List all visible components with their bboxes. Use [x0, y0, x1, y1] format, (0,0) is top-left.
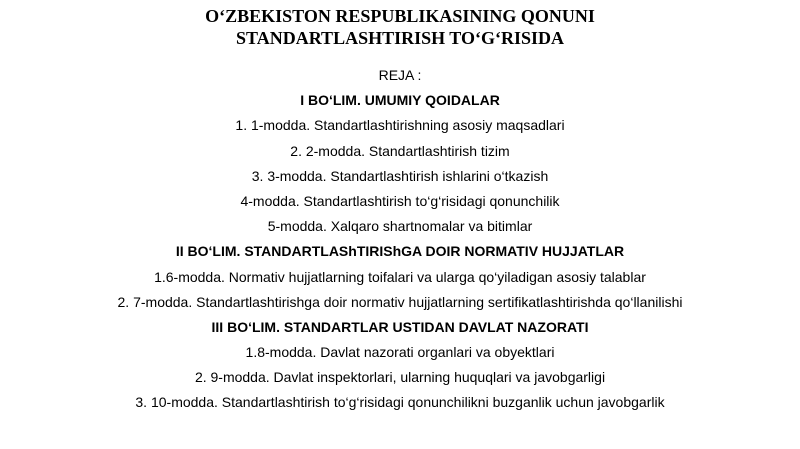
plan-item: 3. 3-modda. Standartlashtirish ishlarini o‘tkazish: [251, 167, 549, 184]
plan-item: 1.8-modda. Davlat nazorati organlari va obyektlari: [245, 344, 555, 361]
plan-item: 4-modda. Standartlashtirish to‘g‘risidagi qonunchilik: [240, 192, 560, 209]
plan-item: 2. 7-modda. Standartlashtirishga doir normativ hujjatlarning sertifikatlashtirishda qo‘llanilishi: [117, 293, 683, 310]
plan-item: 2. 9-modda. Davlat inspektorlari, ularning huquqlari va javobgarligi: [194, 369, 606, 386]
plan-item: 3. 10-modda. Standartlashtirish to‘g‘risidagi qonunchilikni buzganlik uchun javobgarlik: [135, 394, 665, 411]
title-line-2: STANDARTLASHTIRISH TO‘G‘RISIDA: [236, 28, 564, 48]
plan-item: 1. 1-modda. Standartlashtirishning asosiy maqsadlari: [235, 117, 565, 134]
section-heading-1: I BO‘LIM. UMUMIY QOIDALAR: [300, 92, 500, 109]
plan-item: 5-modda. Xalqaro shartnomalar va bitimlar: [267, 218, 533, 235]
plan-item: 2. 2-modda. Standartlashtirish tizim: [290, 142, 510, 159]
plan-item: 1.6-modda. Normativ hujjatlarning toifalari va ularga qo‘yiladigan asosiy talablar: [154, 268, 646, 285]
title-line-1: O‘ZBEKISTON RESPUBLIKASINING QONUNI: [205, 6, 595, 26]
section-heading-2: II BO‘LIM. STANDARTLAShTIRIShGA DOIR NORMATIV HUJJATLAR: [175, 243, 625, 260]
document-title: [0, 5, 800, 49]
plan-list: [0, 63, 800, 416]
plan-heading: REJA :: [378, 67, 422, 83]
section-heading-3: III BO‘LIM. STANDARTLAR USTIDAN DAVLAT NAZORATI: [211, 318, 589, 335]
